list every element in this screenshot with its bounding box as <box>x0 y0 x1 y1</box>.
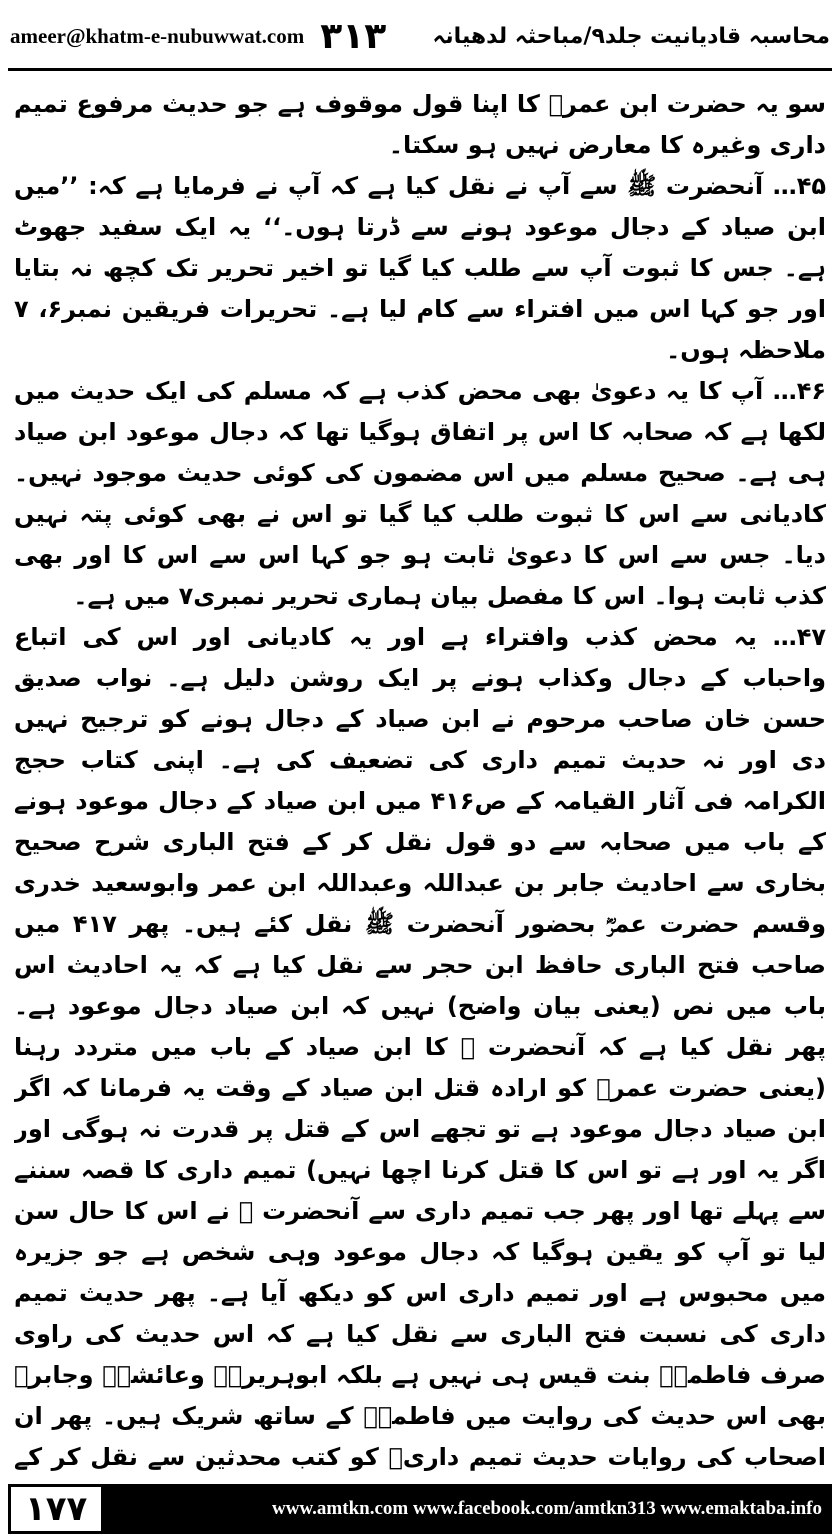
page-footer <box>8 1484 832 1534</box>
header-email: ameer@khatm-e-nubuwwat.com <box>10 23 305 48</box>
header-left <box>10 16 386 57</box>
header-page-number: ۳۱۳ <box>320 15 387 57</box>
paragraph-1: سو یہ حضرت ابن عمرؓ کا اپنا قول موقوف ہے جو حدیث مرفوع تمیم داری وغیرہ کا معارض نہیں ہو سکتا۔ <box>14 90 826 159</box>
page-header <box>10 6 830 66</box>
paragraph-47: ۴۷… یہ محض کذب وافتراء ہے اور یہ کادیانی اور اس کی اتباع واحباب کے دجال وکذاب ہونے پر ایک روشن دلیل ہے۔ نواب صدیق حسن خان صاحب مرحوم نے ابن صیاد کے دجال ہونے کو ترجیح نہیں دی اور نہ حدیث تمیم داری کی تضعیف کی ہے۔ اپنی کتاب حجج الکرامہ فی آثار القیامہ کے ص۴۱۶ میں ابن صیاد کے دجال موعود ہونے کے باب میں صحابہ سے دو قول نقل کر کے فتح الباری شرح صحیح بخاری سے احادیث جابر بن عبداللہ وعبداللہ ابن عمر وابوسعید خدری وقسم حضرت عمرؓ بحضور آنحضرت ﷺ نقل کئے ہیں۔ پھر ۴۱۷ میں صاحب فتح الباری حافظ ابن حجر سے نقل کیا ہے کہ یہ احادیث اس باب میں نص (یعنی بیان واضح) نہیں کہ ابن صیاد دجال موعود ہے۔ پھر نقل کیا ہے کہ آنحضرت ﷺ کا ابن صیاد کے باب میں متردد رہنا (یعنی حضرت عمرؓ کو ارادہ قتل ابن صیاد کے وقت یہ فرمانا کہ اگر ابن صیاد دجال موعود ہے تو تجھے اس کے قتل پر قدرت نہ ہوگی اور اگر یہ اور ہے تو اس کا قتل کرنا اچھا نہیں) تمیم داری کا قصہ سننے سے پہلے تھا اور پھر جب تمیم داری سے آنحضرت ﷺ نے اس کا حال سن لیا تو آپ کو یقین ہوگیا کہ دجال موعود وہی شخص ہے جو جزیرہ میں محبوس ہے اور تمیم داری اس کو دیکھ آیا ہے۔ پھر حدیث تمیم داری کی نسبت فتح الباری سے نقل کیا ہے کہ اس حدیث کی راوی صرف فاطمہؓ بنت قیس ہی نہیں ہے بلکہ ابوہریرہؓ وعائشہؓ وجابرؓ بھی اس حدیث کی روایت میں فاطمہؓ کے ساتھ شریک ہیں۔ پھر ان اصحاب کی روایات حدیث تمیم داریؓ کو کتب محدثین سے نقل کر کے <box>14 623 826 1471</box>
footer-website-links: www.amtkn.com www.facebook.com/amtkn313 www.emaktaba.info <box>272 1498 822 1519</box>
paragraph-46: ۴۶… آپ کا یہ دعویٰ بھی محض کذب ہے کہ مسلم کی ایک حدیث میں لکھا ہے کہ صحابہ کا اس پر اتفاق ہوگیا تھا کہ دجال موعود ابن صیاد ہی ہے۔ صحیح مسلم میں اس مضمون کی کوئی حدیث موجود نہیں۔ کادیانی سے اس کا ثبوت طلب کیا گیا تو اس نے بھی کوئی پتہ نہیں دیا۔ جس سے اس کا دعویٰ ثابت ہو جو کہا اس سے اس کا اور بھی کذب ثابت ہوا۔ اس کا مفصل بیان ہماری تحریر نمبری۷ میں ہے۔ <box>14 377 826 610</box>
header-divider <box>8 68 832 71</box>
footer-page-number: ۱۷۷ <box>11 1487 101 1531</box>
header-book-title: محاسبہ قادیانیت جلد۹/مباحثہ لدھیانہ <box>432 23 830 49</box>
page-body <box>14 84 826 1476</box>
paragraph-45: ۴۵… آنحضرت ﷺ سے آپ نے نقل کیا ہے کہ آپ نے فرمایا ہے کہ: ’’میں ابن صیاد کے دجال موعود ہونے سے ڈرتا ہوں۔‘‘ یہ ایک سفید جھوٹ ہے۔ جس کا ثبوت آپ سے طلب کیا گیا تو اخیر تحریر تک کچھ نہ بتایا اور جو کہا اس میں افتراء سے کام لیا ہے۔ تحریرات فریقین نمبر۶، ۷ ملاحظہ ہوں۔ <box>14 172 826 364</box>
